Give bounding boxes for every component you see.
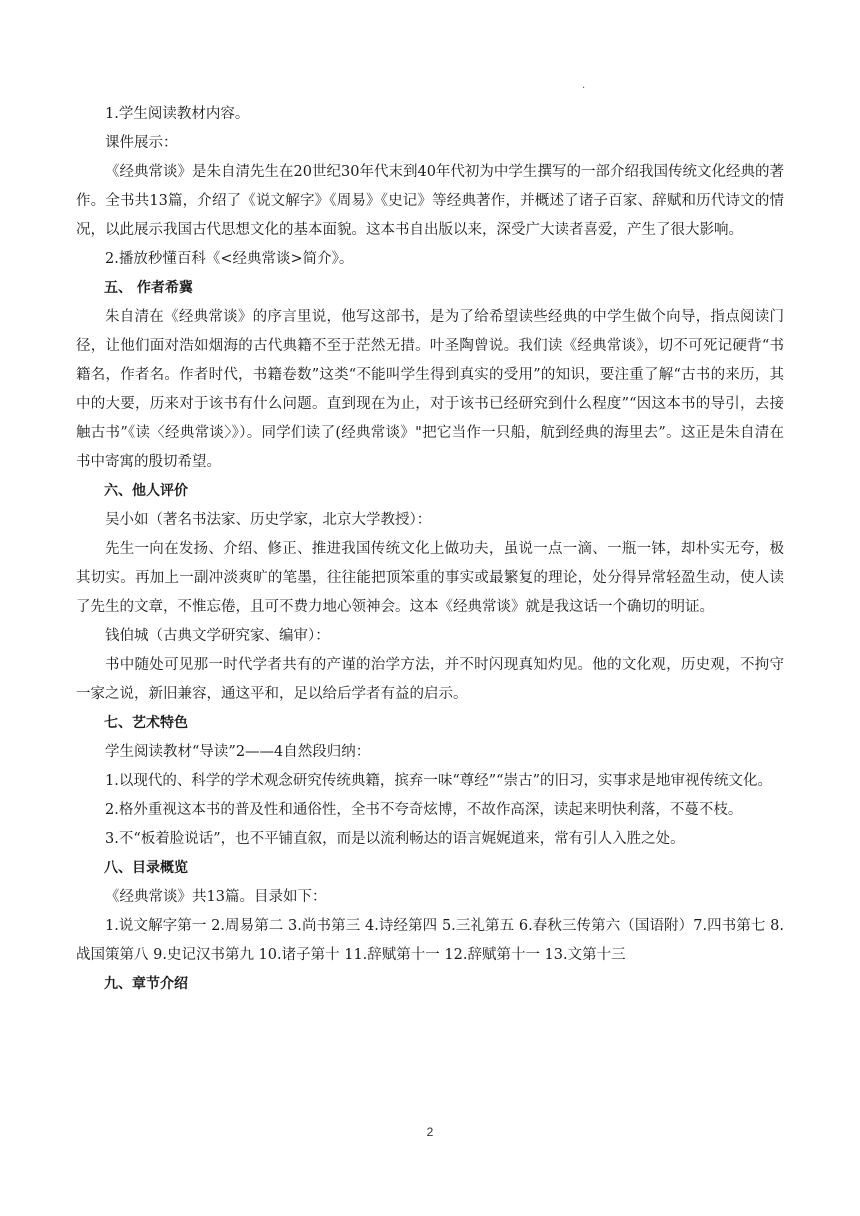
section-heading: 五、 作者希冀 [104, 280, 193, 296]
paragraph: 《经典常谈》共13篇。目录如下： [105, 889, 327, 905]
header-mark: · [582, 83, 586, 94]
paragraph: 朱自清在《经典常谈》的序言里说，他写这部书，是为了给希望读些经典的中学生做个向导，指点阅读门径，让他们面对浩如烟海的古代典籍不至于茫然无措。叶圣陶曾说。我们读《经典常谈》，切不可死记硬背“书籍名，作者名。作者时代，书籍卷数”这类“不能叫学生得到真实的受用”的知识，要注重了解“古书的来历，其中的大要，历来对于该书有什么问题。直到现在为止，对于该书已经研究到什么程度”“因这本书的导引，去接触古书”《读〈经典常谈〉》）。同学们读了(经典常谈》"把它当作一只船，航到经典的海里去”。这正是朱自清在书中寄寓的殷切希望。 [76, 309, 784, 470]
paragraph: 课件展示： [105, 135, 178, 151]
paragraph: 2.格外重视这本书的普及性和通俗性，全书不夸奇炫博，不故作高深，读起来明快利落，不蔓不枝。 [105, 802, 743, 818]
section-heading: 六、他人评价 [104, 483, 188, 499]
section-heading: 九、章节介绍 [104, 976, 188, 992]
paragraph: 钱伯城（古典文学研究家、编审）： [105, 628, 330, 644]
page-number: 2 [426, 1125, 434, 1139]
section-heading: 八、目录概览 [104, 860, 188, 876]
paragraph: 先生一向在发扬、介绍、修正、推进我国传统文化上做功夫，虽说一点一滴、一瓶一钵，却朴实无夸，极其切实。再加上一副冲淡爽旷的笔墨，往往能把顶笨重的事实或最繁复的理论，处分得异常轻盈生动，使人读了先生的文章，不惟忘倦，且可不费力地心领神会。这本《经典常谈》就是我这话一个确切的明证。 [76, 541, 784, 615]
paragraph: 《经典常谈》是朱自清先生在20世纪30年代末到40年代初为中学生撰写的一部介绍我国传统文化经典的著作。全书共13篇，介绍了《说文解字》《周易》《史记》等经典著作，并概述了诸子百家、辞赋和历代诗文的情况，以此展示我国古代思想文化的基本面貌。这本书自出版以来，深受广大读者喜爱，产生了很大影响。 [76, 164, 784, 238]
paragraph: 1.以现代的、科学的学术观念研究传统典籍，摈弃一味“尊经”“崇古”的旧习，实事求是地审视传统文化。 [105, 773, 772, 789]
paragraph: 书中随处可见那一时代学者共有的产谨的治学方法，并不时闪现真知灼见。他的文化观，历史观，不拘守一家之说，新旧兼容，通这平和，足以给后学者有益的启示。 [76, 657, 784, 702]
document-body [76, 100, 784, 999]
paragraph: 1.学生阅读教材内容。 [105, 106, 250, 122]
paragraph: 学生阅读教材“导读”2——4自然段归纳： [105, 744, 371, 760]
paragraph: 3.不“板着脸说话”，也不平铺直叙，而是以流利畅达的语言娓娓道来，常有引人入胜之处。 [105, 831, 685, 847]
paragraph: 2.播放秒懂百科《<经典常谈>简介》。 [105, 251, 354, 267]
table-of-contents-list: 1.说文解字第一 2.周易第二 3.尚书第三 4.诗经第四 5.三礼第五 6.春秋三传第六（国语附）7.四书第七 8.战国策第八 9.史记汉书第九 10.诸子第十 11.辞赋第十一 12.辞赋第十一 13.文第十三 [76, 918, 784, 963]
paragraph: 吴小如（著名书法家、历史学家，北京大学教授）： [105, 512, 432, 528]
section-heading: 七、艺术特色 [104, 715, 188, 731]
